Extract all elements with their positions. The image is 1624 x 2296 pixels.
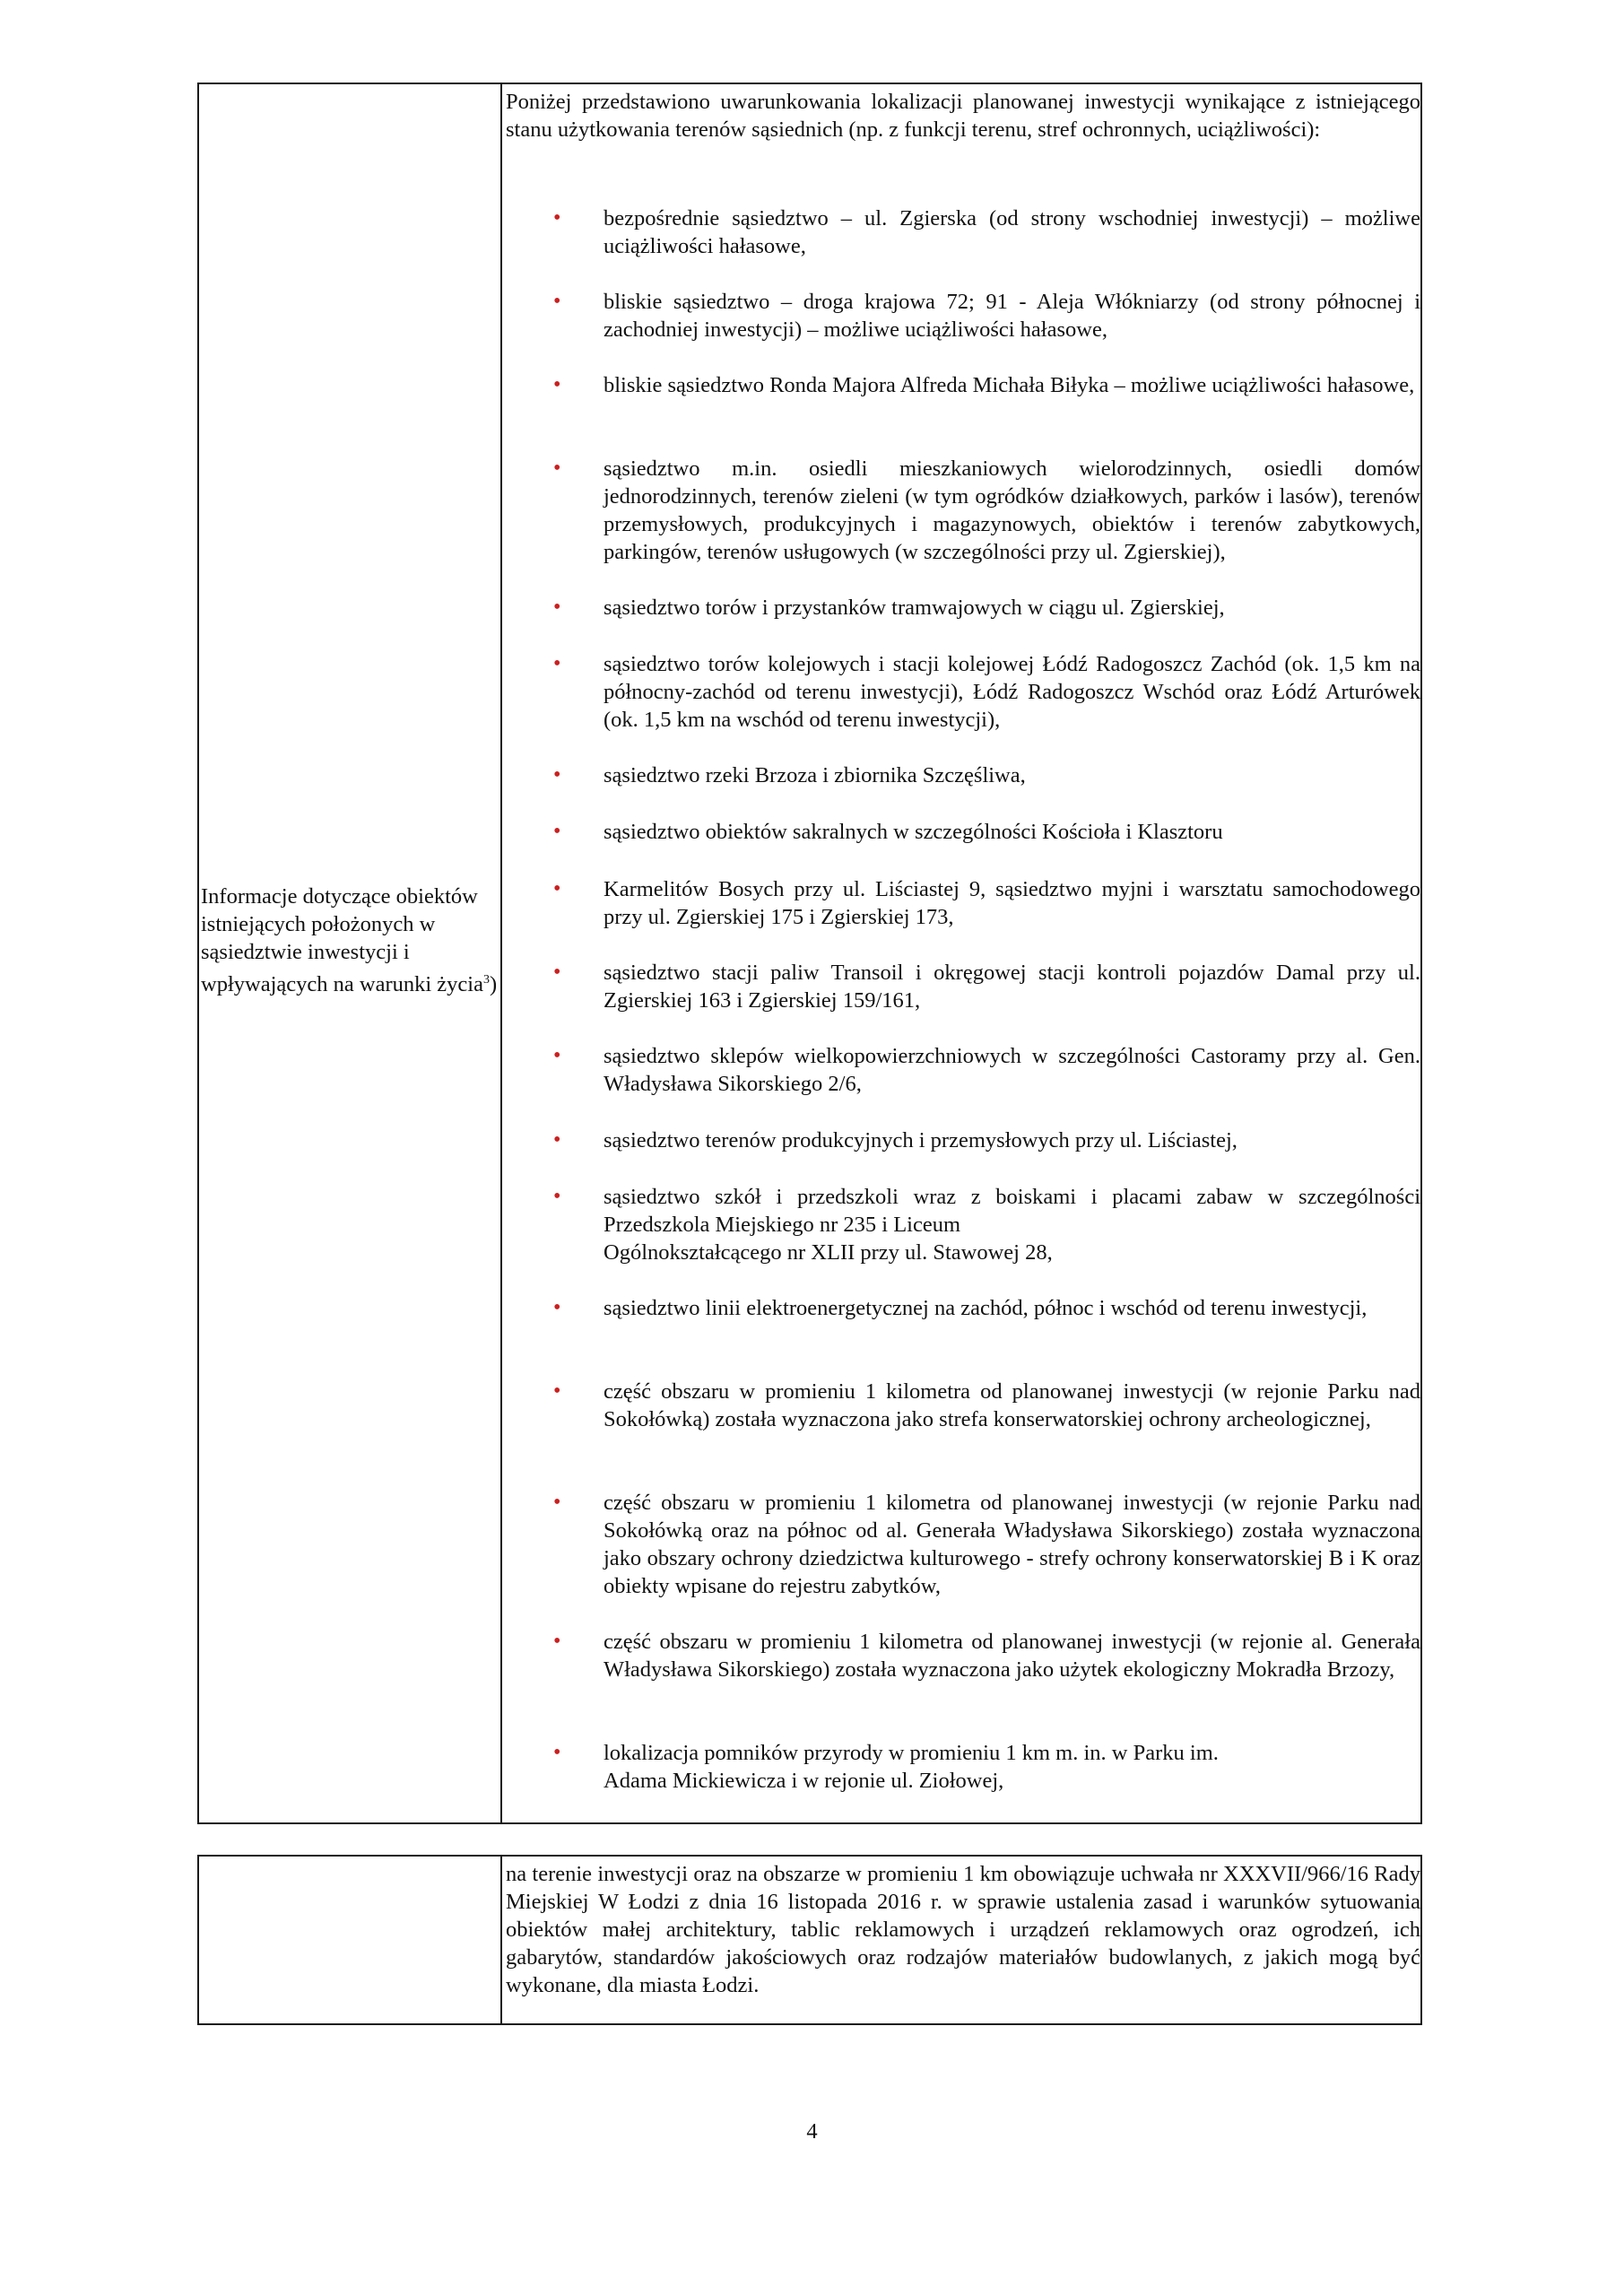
list-item-text: sąsiedztwo linii elektroenergetycznej na zachód, północ i wschód od terenu inwestycji, xyxy=(604,1296,1368,1320)
list-item xyxy=(553,371,1420,399)
list-item xyxy=(553,1378,1420,1433)
list-item xyxy=(553,875,1420,931)
list-item-text: bliskie sąsiedztwo – droga krajowa 72; 91 - Aleja Włókniarzy (od strony północnej i zachodniej inwestycji) – możliwe uciążliwości hałasowe, xyxy=(604,290,1420,342)
list-item xyxy=(553,1042,1420,1098)
list-item xyxy=(553,455,1420,566)
list-item-text: sąsiedztwo szkół i przedszkoli wraz z boiskami i placami zabaw w szczególności Przedszkola Miejskiego nr 235 i Liceum xyxy=(604,1185,1420,1237)
list-item xyxy=(553,1628,1420,1683)
row-label-suffix: ) xyxy=(489,972,498,997)
bullet-icon: • xyxy=(553,1491,561,1514)
list-item xyxy=(553,204,1420,260)
list-item-text: część obszaru w promieniu 1 kilometra od planowanej inwestycji (w rejonie al. Generała Władysława Sikorskiego) została wyznaczona jako użytek ekologiczny Mokradła Brzozy, xyxy=(604,1630,1420,1682)
list-item-text: sąsiedztwo sklepów wielkopowierzchniowych w szczególności Castoramy przy al. Gen. Władysława Sikorskiego 2/6, xyxy=(604,1044,1420,1096)
list-item-text: sąsiedztwo obiektów sakralnych w szczególności Kościoła i Klasztoru xyxy=(604,820,1223,844)
list-item xyxy=(553,650,1420,734)
content-cell xyxy=(504,84,1420,1822)
list-item-text: sąsiedztwo terenów produkcyjnych i przemysłowych przy ul. Liściastej, xyxy=(604,1128,1238,1152)
label-cell xyxy=(199,84,502,1822)
regulation-paragraph: na terenie inwestycji oraz na obszarze w promieniu 1 km obowiązuje uchwała nr XXXVII/966/16 Rady Miejskiej W Łodzi z dnia 16 listopada 2016 r. w sprawie ustalenia zasad i warunków sytuowania obiektów małej architektury, tablic reklamowych i urządzeń reklamowych oraz ogrodzeń, ich gabarytów, standardów jakościowych oraz rodzajów materiałów budowlanych, z jakich mogą być wykonane, dla miasta Łodzi. xyxy=(506,1862,1420,1997)
list-item-text: lokalizacja pomników przyrody w promieniu 1 km m. in. w Parku im. xyxy=(604,1741,1219,1765)
list-item-text: część obszaru w promieniu 1 kilometra od planowanej inwestycji (w rejonie Parku nad Sokołówką) została wyznaczona jako strefa konserwatorskiej ochrony archeologicznej, xyxy=(604,1379,1420,1431)
list-item xyxy=(553,761,1420,789)
list-item xyxy=(553,818,1420,846)
bullet-icon: • xyxy=(553,206,561,230)
footnote-marker: 3 xyxy=(482,973,490,987)
list-item-text: Ogólnokształcącego nr XLII przy ul. Stawowej 28, xyxy=(604,1240,1053,1265)
bullet-icon: • xyxy=(553,373,561,396)
list-item xyxy=(553,1183,1420,1266)
bullet-icon: • xyxy=(553,652,561,675)
list-item-text: bezpośrednie sąsiedztwo – ul. Zgierska (od strony wschodniej inwestycji) – możliwe uciążliwości hałasowe, xyxy=(604,206,1420,258)
bullet-icon: • xyxy=(553,457,561,480)
bullet-icon: • xyxy=(553,1630,561,1653)
list-item xyxy=(553,1294,1420,1322)
list-item-text: Karmelitów Bosych przy ul. Liściastej 9, sąsiedztwo myjni i warsztatu samochodowego przy ul. Zgierskiej 175 i Zgierskiej 173, xyxy=(604,877,1420,929)
list-item-text: sąsiedztwo torów i przystanków tramwajowych w ciągu ul. Zgierskiej, xyxy=(604,596,1225,620)
bullet-icon: • xyxy=(553,1296,561,1319)
list-item-text: część obszaru w promieniu 1 kilometra od planowanej inwestycji (w rejonie Parku nad Sokołówką oraz na północ od al. Generała Władysława Sikorskiego) została wyznaczona jako obszary ochrony dziedzictwa kulturowego - strefy ochrony konserwatorskiej B i K oraz obiekty wpisane do rejestru zabytków, xyxy=(604,1491,1420,1598)
bullet-icon: • xyxy=(553,877,561,900)
row-label-text: Informacje dotyczące obiektów istniejących położonych w sąsiedztwie inwestycji i wpływających na warunki życia xyxy=(201,884,483,997)
list-item xyxy=(553,1739,1420,1795)
list-item-text: Adama Mickiewicza i w rejonie ul. Ziołowej, xyxy=(604,1769,1004,1793)
bullet-icon: • xyxy=(553,596,561,619)
bullet-icon: • xyxy=(553,1741,561,1764)
list-item xyxy=(553,594,1420,622)
regulation-cell xyxy=(504,1857,1420,2023)
bullet-icon: • xyxy=(553,820,561,843)
bullet-icon: • xyxy=(553,1128,561,1152)
list-item xyxy=(553,288,1420,344)
bullet-icon: • xyxy=(553,1185,561,1208)
list-item-text: sąsiedztwo stacji paliw Transoil i okręgowej stacji kontroli pojazdów Damal przy ul. Zgierskiej 163 i Zgierskiej 159/161, xyxy=(604,961,1420,1013)
list-item-text: sąsiedztwo m.in. osiedli mieszkaniowych wielorodzinnych, osiedli domów jednorodzinnych, terenów zieleni (w tym ogródków działkowych, parków i lasów), terenów przemysłowych, produkcyjnych i magazynowych, obiektów i terenów zabytkowych, parkingów, terenów usługowych (w szczególności przy ul. Zgierskiej), xyxy=(604,457,1420,564)
bullet-icon: • xyxy=(553,1044,561,1067)
list-item xyxy=(553,959,1420,1014)
info-table xyxy=(197,83,1422,1824)
list-item xyxy=(553,1489,1420,1600)
bullet-icon: • xyxy=(553,763,561,787)
list-item-text: sąsiedztwo rzeki Brzoza i zbiornika Szczęśliwa, xyxy=(604,763,1026,787)
bullet-icon: • xyxy=(553,961,561,984)
bullet-icon: • xyxy=(553,1379,561,1403)
regulation-table xyxy=(197,1855,1422,2025)
intro-paragraph: Poniżej przedstawiono uwarunkowania lokalizacji planowanej inwestycji wynikające z istniejącego stanu użytkowania terenów sąsiednich (np. z funkcji terenu, stref ochronnych, uciążliwości): xyxy=(506,90,1420,142)
row-label xyxy=(199,883,500,998)
list-item xyxy=(553,1126,1420,1154)
page-number: 4 xyxy=(806,2119,818,2144)
list-item-text: bliskie sąsiedztwo Ronda Majora Alfreda Michała Biłyka – możliwe uciążliwości hałasowe, xyxy=(604,373,1415,397)
list-item-text: sąsiedztwo torów kolejowych i stacji kolejowej Łódź Radogoszcz Zachód (ok. 1,5 km na północny-zachód od terenu inwestycji), Łódź Radogoszcz Wschód oraz Łódź Arturówek (ok. 1,5 km na wschód od terenu inwestycji), xyxy=(604,652,1420,732)
bullet-icon: • xyxy=(553,290,561,313)
empty-label-cell xyxy=(199,1857,502,2023)
